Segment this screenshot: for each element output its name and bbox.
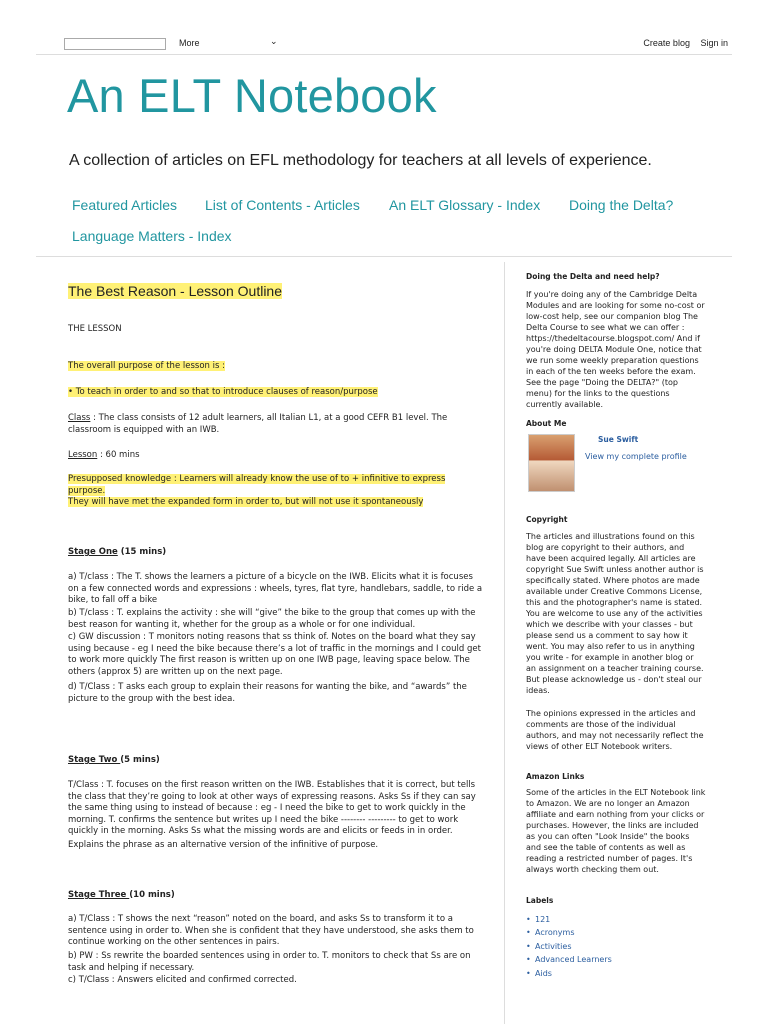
class-paragraph: Class : The class consists of 12 adult learners, all Italian L1, at a good CEFR B1 level. The classroom is equipped with an IWB. (68, 413, 448, 435)
profile-name[interactable]: Sue Swift (598, 435, 639, 444)
delta-text: If you're doing any of the Cambridge Delta Modules and are looking for some no-cost or low-cost help, see our companion blog The Delta Course to see what we can offer : https://thedeltacourse.blogspot.com/ And if you're doing DELTA Module One, notice that we run some weekly preparation questions in each of the ten weeks before the exam. See the page "Doing the DELTA?" (top menu) for the links to the questions currently available. (526, 290, 705, 409)
labels-list (526, 913, 612, 980)
purpose-item: • To teach in order to and so that to introduce clauses of reason/purpose (68, 387, 378, 397)
blog-title[interactable]: An ELT Notebook (67, 69, 437, 122)
profile-photo[interactable] (528, 434, 575, 492)
label-link[interactable]: • Activities (526, 940, 612, 953)
profile-link[interactable]: View my complete profile (585, 452, 687, 461)
stage-two-end: Explains the phrase as an alternative version of the infinitive of purpose. (68, 840, 379, 850)
opinions-text: The opinions expressed in the articles and comments are those of the individual authors, and may not necessarily reflect the views of other ELT Notebook writers. (526, 709, 704, 751)
sign-in-link[interactable]: Sign in (700, 38, 728, 48)
stage-one-b: b) T/class : T. explains the activity : she will “give” the bike to the group that comes up with the best reason for wanting it, whether for the group as a whole or for one individual. (68, 608, 476, 630)
stage-two-text: T/Class : T. focuses on the first reason written on the IWB. Establishes that it is correct, but tells the class that they’re going to look at other ways of expressing reasons. Asks Ss if they can say the same thing using to instead of because : eg - I need the bike to get to work quickly in the morning. T. confirms the sentence but writes up I need the bike -------- --------- to get to work quickly in the morning. Asks Ss what the missing words are and elicits or feeds in in order. (68, 780, 476, 836)
stage-three-heading: Stage Three (10 mins) (68, 890, 175, 900)
label-link[interactable]: • Aids (526, 967, 612, 980)
tab-doing-the-delta[interactable]: Doing the Delta? (569, 197, 674, 213)
stage-three-b: b) PW : Ss rewrite the boarded sentences using in order to. T. monitors to check that Ss are on task and helping if necessary. (68, 951, 471, 973)
search-input[interactable] (64, 38, 166, 50)
chevron-down-icon[interactable]: ⌄ (270, 36, 278, 46)
lesson-length: Lesson : 60 mins (68, 450, 140, 460)
stage-three-a: a) T/Class : T shows the next “reason” noted on the board, and asks Ss to transform it to a sentence using in order to. When she is confident that they have understood, she asks them to continue working on the other sentences in pairs. (68, 914, 474, 947)
stage-one-c: c) GW discussion : T monitors noting reasons that ss think of. Notes on the board what they say using because - eg I need the bike because there’s a lot of traffic in the mornings and I could get to work more quickly The first reason is written up on one IWB page, leaving space below. The others (approx 5) are written up on the next page. (68, 632, 481, 677)
about-heading: About Me (526, 419, 567, 428)
sidebar (504, 262, 733, 1024)
label-link[interactable]: • Acronyms (526, 926, 612, 939)
copyright-text: The articles and illustrations found on this blog are copyright to their authors, and have been acquired legally. All articles are copyright Sue Swift unless another author is specifically stated. Where photos are made available under Creative Commons License, this and the photographer's name is stated. You are welcome to use any of the activities which we describe with your classes - but please send us a comment to say how it went. You may also refer to us in anything you write - for example in another blog or an assignment on a teacher training course. But please acknowledge us - don't steal our ideas. (526, 532, 704, 695)
more-menu[interactable]: More (179, 38, 200, 48)
tab-language-matters[interactable]: Language Matters - Index (72, 228, 232, 244)
stage-two-heading: Stage Two (5 mins) (68, 755, 160, 765)
blogger-navbar (36, 32, 732, 55)
label-link[interactable]: • 121 (526, 913, 612, 926)
tab-list-of-contents[interactable]: List of Contents - Articles (205, 197, 360, 213)
lesson-heading: THE LESSON (68, 324, 122, 334)
label-link[interactable]: • Advanced Learners (526, 953, 612, 966)
amazon-heading: Amazon Links (526, 772, 585, 781)
stage-one-heading: Stage One (15 mins) (68, 547, 167, 557)
stage-three-c: c) T/Class : Answers elicited and confirmed corrected. (68, 975, 297, 985)
header-divider (36, 256, 732, 257)
delta-heading: Doing the Delta and need help? (526, 272, 660, 281)
labels-heading: Labels (526, 896, 554, 905)
amazon-text: Some of the articles in the ELT Notebook link to Amazon. We are no longer an Amazon affiliate and earn nothing from your clicks or purchases. However, the links are included as you can often "Look Inside" the books and see the table of contents as well as reading a restricted number of pages. It's always worth checking them out. (526, 788, 706, 874)
tab-featured-articles[interactable]: Featured Articles (72, 197, 178, 213)
purpose-intro: The overall purpose of the lesson is : (68, 361, 225, 371)
stage-one-d: d) T/Class : T asks each group to explain their reasons for wanting the bike, and “awards” the picture to the group with the best idea. (68, 682, 467, 704)
post-title[interactable]: The Best Reason - Lesson Outline (68, 283, 283, 299)
create-blog-link[interactable]: Create blog (643, 38, 690, 48)
stage-one-a: a) T/class : The T. shows the learners a picture of a bicycle on the IWB. Elicits what it is focuses on a few connected words and expressions : wheels, tyres, flat tyre, handlebars, saddle, to ride a bike, to fall off a bike (68, 572, 483, 605)
presupposed-knowledge: Presupposed knowledge : Learners will already know the use of to + infinitive to express purpose. They will have met the expanded form in order to, but will not use it spontaneously (68, 474, 446, 507)
tab-elt-glossary[interactable]: An ELT Glossary - Index (389, 197, 541, 213)
copyright-heading: Copyright (526, 515, 568, 524)
blog-description: A collection of articles on EFL methodology for teachers at all levels of experience. (69, 152, 652, 169)
